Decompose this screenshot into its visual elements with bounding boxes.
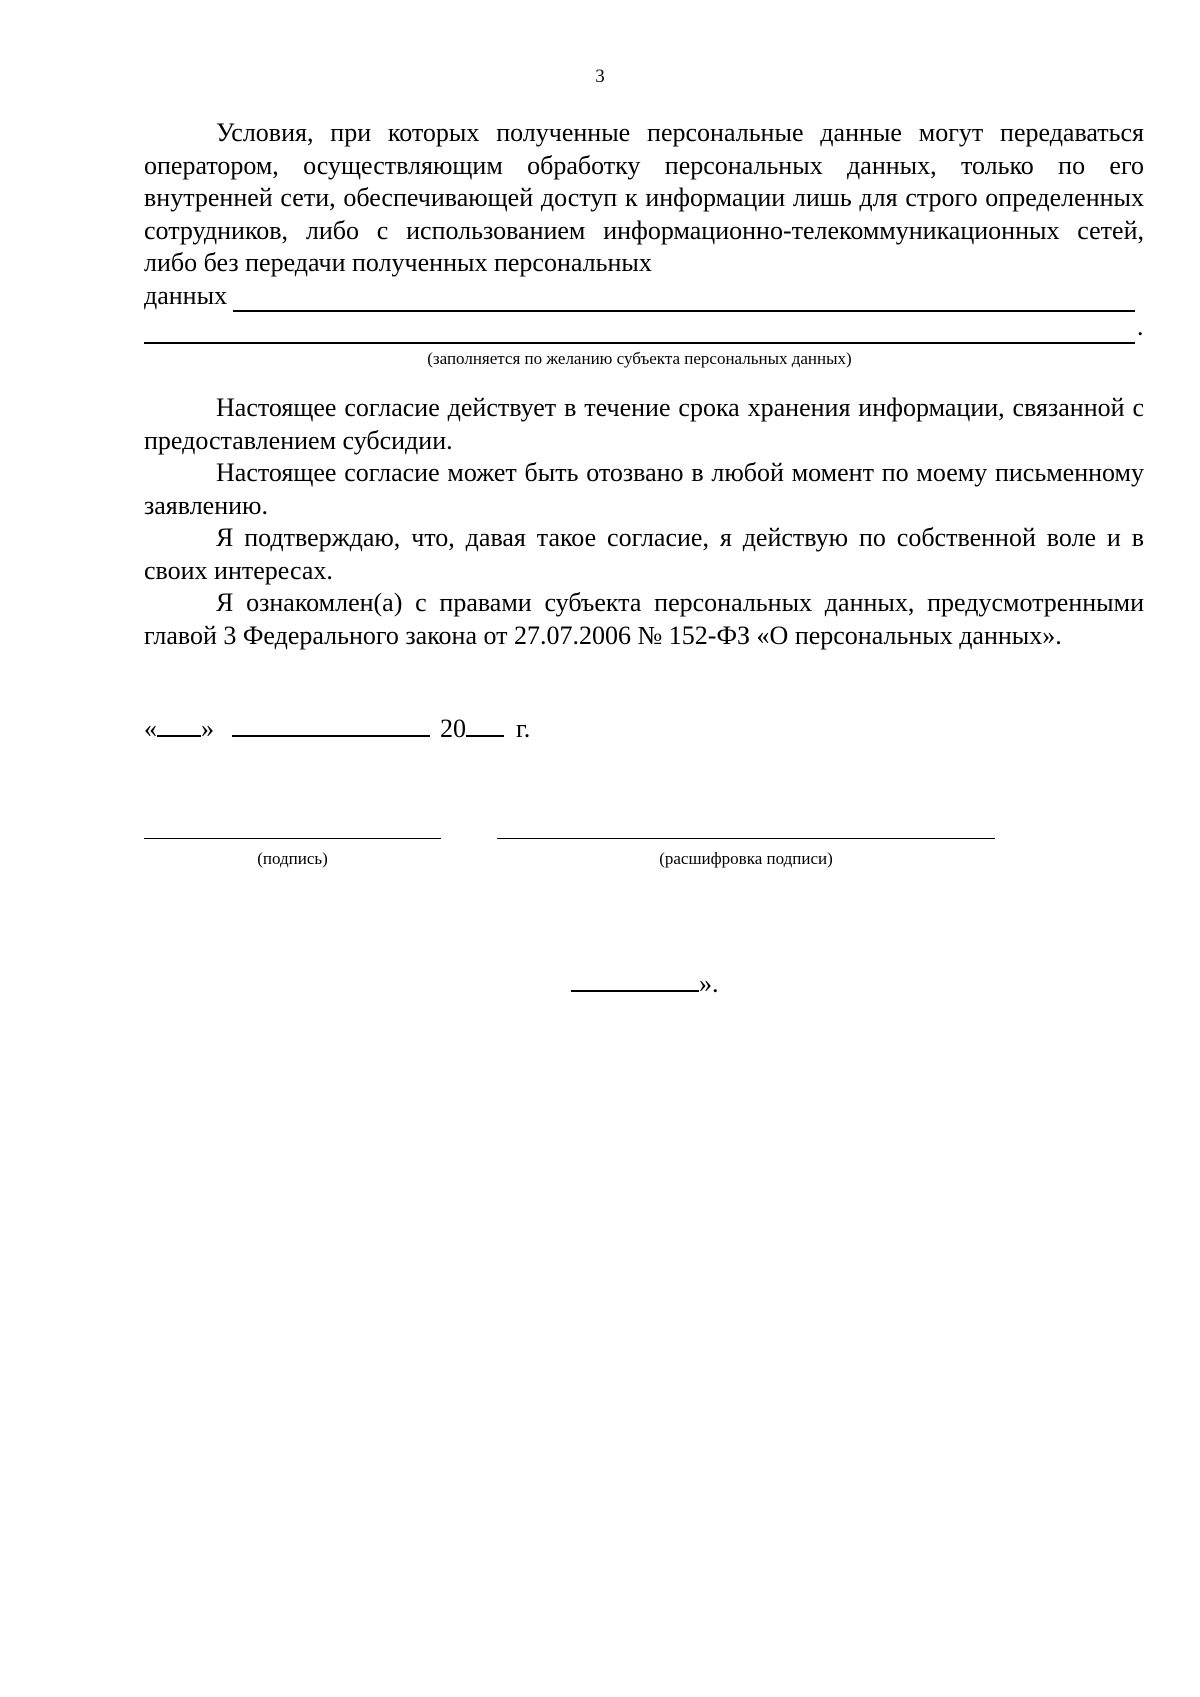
date-year-prefix: 20	[440, 714, 466, 743]
date-line	[144, 713, 530, 744]
date-month-field[interactable]	[232, 713, 430, 737]
paragraph-rights: Я ознакомлен(а) с правами субъекта персональных данных, предусмотренными главой 3 Федерального закона от 27.07.2006 № 152-ФЗ «О персональных данных».	[144, 588, 1144, 650]
signature-line[interactable]	[144, 838, 441, 839]
closing-mark: ».	[699, 969, 719, 998]
date-day-field[interactable]	[157, 713, 201, 737]
page-number: 3	[595, 66, 605, 87]
conditions-fill-row	[144, 280, 1144, 313]
signature-caption: (подпись)	[257, 849, 328, 868]
conditions-paragraph	[144, 117, 1144, 312]
closing-line	[571, 968, 719, 999]
date-year-field[interactable]	[466, 713, 504, 737]
conditions-last-word: данных	[144, 280, 228, 310]
paragraph-revocation: Настоящее согласие может быть отозвано в любой момент по моему письменному заявлению.	[144, 458, 1144, 520]
conditions-fill-line-1[interactable]	[233, 286, 1135, 312]
conditions-text: Условия, при которых полученные персональные данные могут передаваться оператором, осуществляющим обработку персональных данных, только по его внутренней сети, обеспечивающей доступ к информации лишь для строго определенных сотрудников, либо с использованием информационно-телекоммуникационных сетей, либо без передачи полученных персональных	[144, 118, 1144, 277]
signature-decoding-caption: (расшифровка подписи)	[659, 849, 833, 868]
signature-decoding-line[interactable]	[497, 838, 995, 839]
date-close-quote: »	[201, 714, 214, 743]
conditions-fill-line-2[interactable]	[144, 342, 1135, 344]
paragraph-confirmation: Я подтверждаю, что, давая такое согласие, я действую по собственной воле и в своих интересах.	[144, 523, 1144, 585]
closing-fill-line[interactable]	[571, 968, 699, 992]
date-open-quote: «	[144, 714, 157, 743]
conditions-end-mark: .	[1137, 312, 1144, 341]
paragraph-validity: Настоящее согласие действует в течение срока хранения информации, связанной с предоставлением субсидии.	[144, 393, 1144, 455]
conditions-hint: (заполняется по желанию субъекта персональных данных)	[427, 349, 852, 368]
consent-paragraphs	[144, 392, 1144, 652]
date-year-suffix: г.	[516, 714, 531, 743]
